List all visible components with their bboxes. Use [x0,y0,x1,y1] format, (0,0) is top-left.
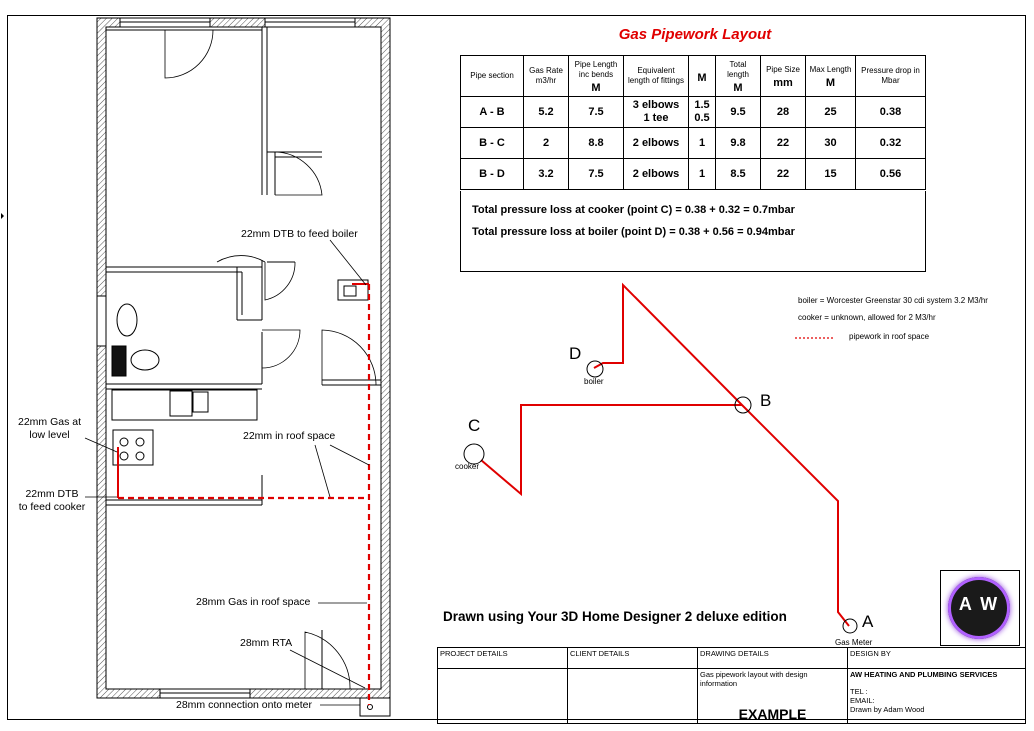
tb-project-value [438,669,568,724]
label-roof22: 22mm in roof space [243,430,336,442]
table-row [461,128,926,159]
tb-email: EMAIL: [850,696,875,705]
cell-drop: 0.32 [856,128,926,159]
cell-fit-len: 1 [689,159,716,190]
header-length: Pipe Length inc bends M [569,56,624,97]
label-dtb-cooker-line2: to feed cooker [18,501,86,513]
tb-tel: TEL : [850,687,868,696]
cell-length: 7.5 [569,97,624,128]
header-size: Pipe Size mm [761,56,806,97]
cell-drop: 0.56 [856,159,926,190]
total-cooker: Total pressure loss at cooker (point C) = 0.38 + 0.32 = 0.7mbar [472,204,795,216]
cell-section: B - C [461,128,524,159]
cell-rate: 3.2 [524,159,569,190]
tb-design-label: DESIGN BY [848,648,1026,669]
drawn-using-note: Drawn using Your 3D Home Designer 2 deluxe edition [443,609,787,624]
header-rate: Gas Rate m3/hr [524,56,569,97]
cell-size: 28 [761,97,806,128]
logo-text: A W [958,594,1000,614]
cell-section: B - D [461,159,524,190]
cell-total: 9.8 [716,128,761,159]
tb-company: AW HEATING AND PLUMBING SERVICES [850,670,998,679]
label-rta: 28mm RTA [240,637,293,649]
table-row [461,97,926,128]
point-c-sub: cooker [455,462,480,471]
cell-size: 22 [761,128,806,159]
label-dtb-boiler: 22mm DTB to feed boiler [241,228,358,240]
point-a: A [862,612,874,631]
label-gas-low-line2: low level [29,429,70,441]
header-fit-len: M [689,56,716,97]
title-block-header [438,648,1026,669]
cell-length: 8.8 [569,128,624,159]
label-meter-connection: 28mm connection onto meter [176,699,312,711]
point-d: D [569,344,582,363]
cell-fit-len: 1.5 0.5 [689,97,716,128]
label-gas-low [12,416,87,442]
cell-drop: 0.38 [856,97,926,128]
tb-design-value [848,669,1026,724]
label-roof28: 28mm Gas in roof space [196,596,311,608]
title-block-body [438,669,1026,724]
cell-fittings: 3 elbows 1 tee [624,97,689,128]
cell-max: 30 [806,128,856,159]
cell-fittings: 2 elbows [624,159,689,190]
label-dtb-cooker-line1: 22mm DTB [25,488,79,500]
totals-box [460,191,926,272]
tb-client-label: CLIENT DETAILS [568,648,698,669]
total-boiler: Total pressure loss at boiler (point D) = 0.38 + 0.56 = 0.94mbar [472,226,795,238]
cell-total: 8.5 [716,159,761,190]
isometric-pipework [464,285,857,633]
header-drop: Pressure drop in Mbar [856,56,926,97]
cell-section: A - B [461,97,524,128]
cell-size: 22 [761,159,806,190]
cell-fit-len: 1 [689,128,716,159]
cell-rate: 5.2 [524,97,569,128]
cell-rate: 2 [524,128,569,159]
table-row [461,159,926,190]
legend-roof: pipework in roof space [849,332,930,341]
cell-length: 7.5 [569,159,624,190]
point-a-sub: Gas Meter [835,638,873,647]
header-total: Total length M [716,56,761,97]
cell-max: 15 [806,159,856,190]
point-c: C [468,416,481,435]
page-title: Gas Pipework Layout [618,26,772,43]
title-block [437,647,1026,724]
label-gas-low-line1: 22mm Gas at [17,416,82,428]
legend-boiler: boiler = Worcester Greenstar 30 cdi system 3.2 M3/hr [798,296,988,305]
point-d-sub: boiler [584,377,604,386]
edge-marker [1,213,4,219]
pipe-table-header [461,56,926,97]
tb-drawn-by: Drawn by Adam Wood [850,705,925,714]
tb-drawing-label: DRAWING DETAILS [698,648,848,669]
cell-fittings: 2 elbows [624,128,689,159]
header-max: Max Length M [806,56,856,97]
pipe-table [460,55,926,190]
cell-total: 9.5 [716,97,761,128]
cell-max: 25 [806,97,856,128]
header-section: Pipe section [461,56,524,97]
tb-drawing-desc: Gas pipework layout with design information [700,670,808,688]
tb-project-label: PROJECT DETAILS [438,648,568,669]
tb-example: EXAMPLE [738,706,807,722]
header-fittings: Equivalent length of fittings [624,56,689,97]
legend-cooker: cooker = unknown, allowed for 2 M3/hr [798,313,936,322]
label-dtb-cooker [12,488,92,514]
point-b: B [760,391,772,410]
company-logo [940,570,1020,646]
tb-drawing-value [698,669,848,724]
tb-client-value [568,669,698,724]
